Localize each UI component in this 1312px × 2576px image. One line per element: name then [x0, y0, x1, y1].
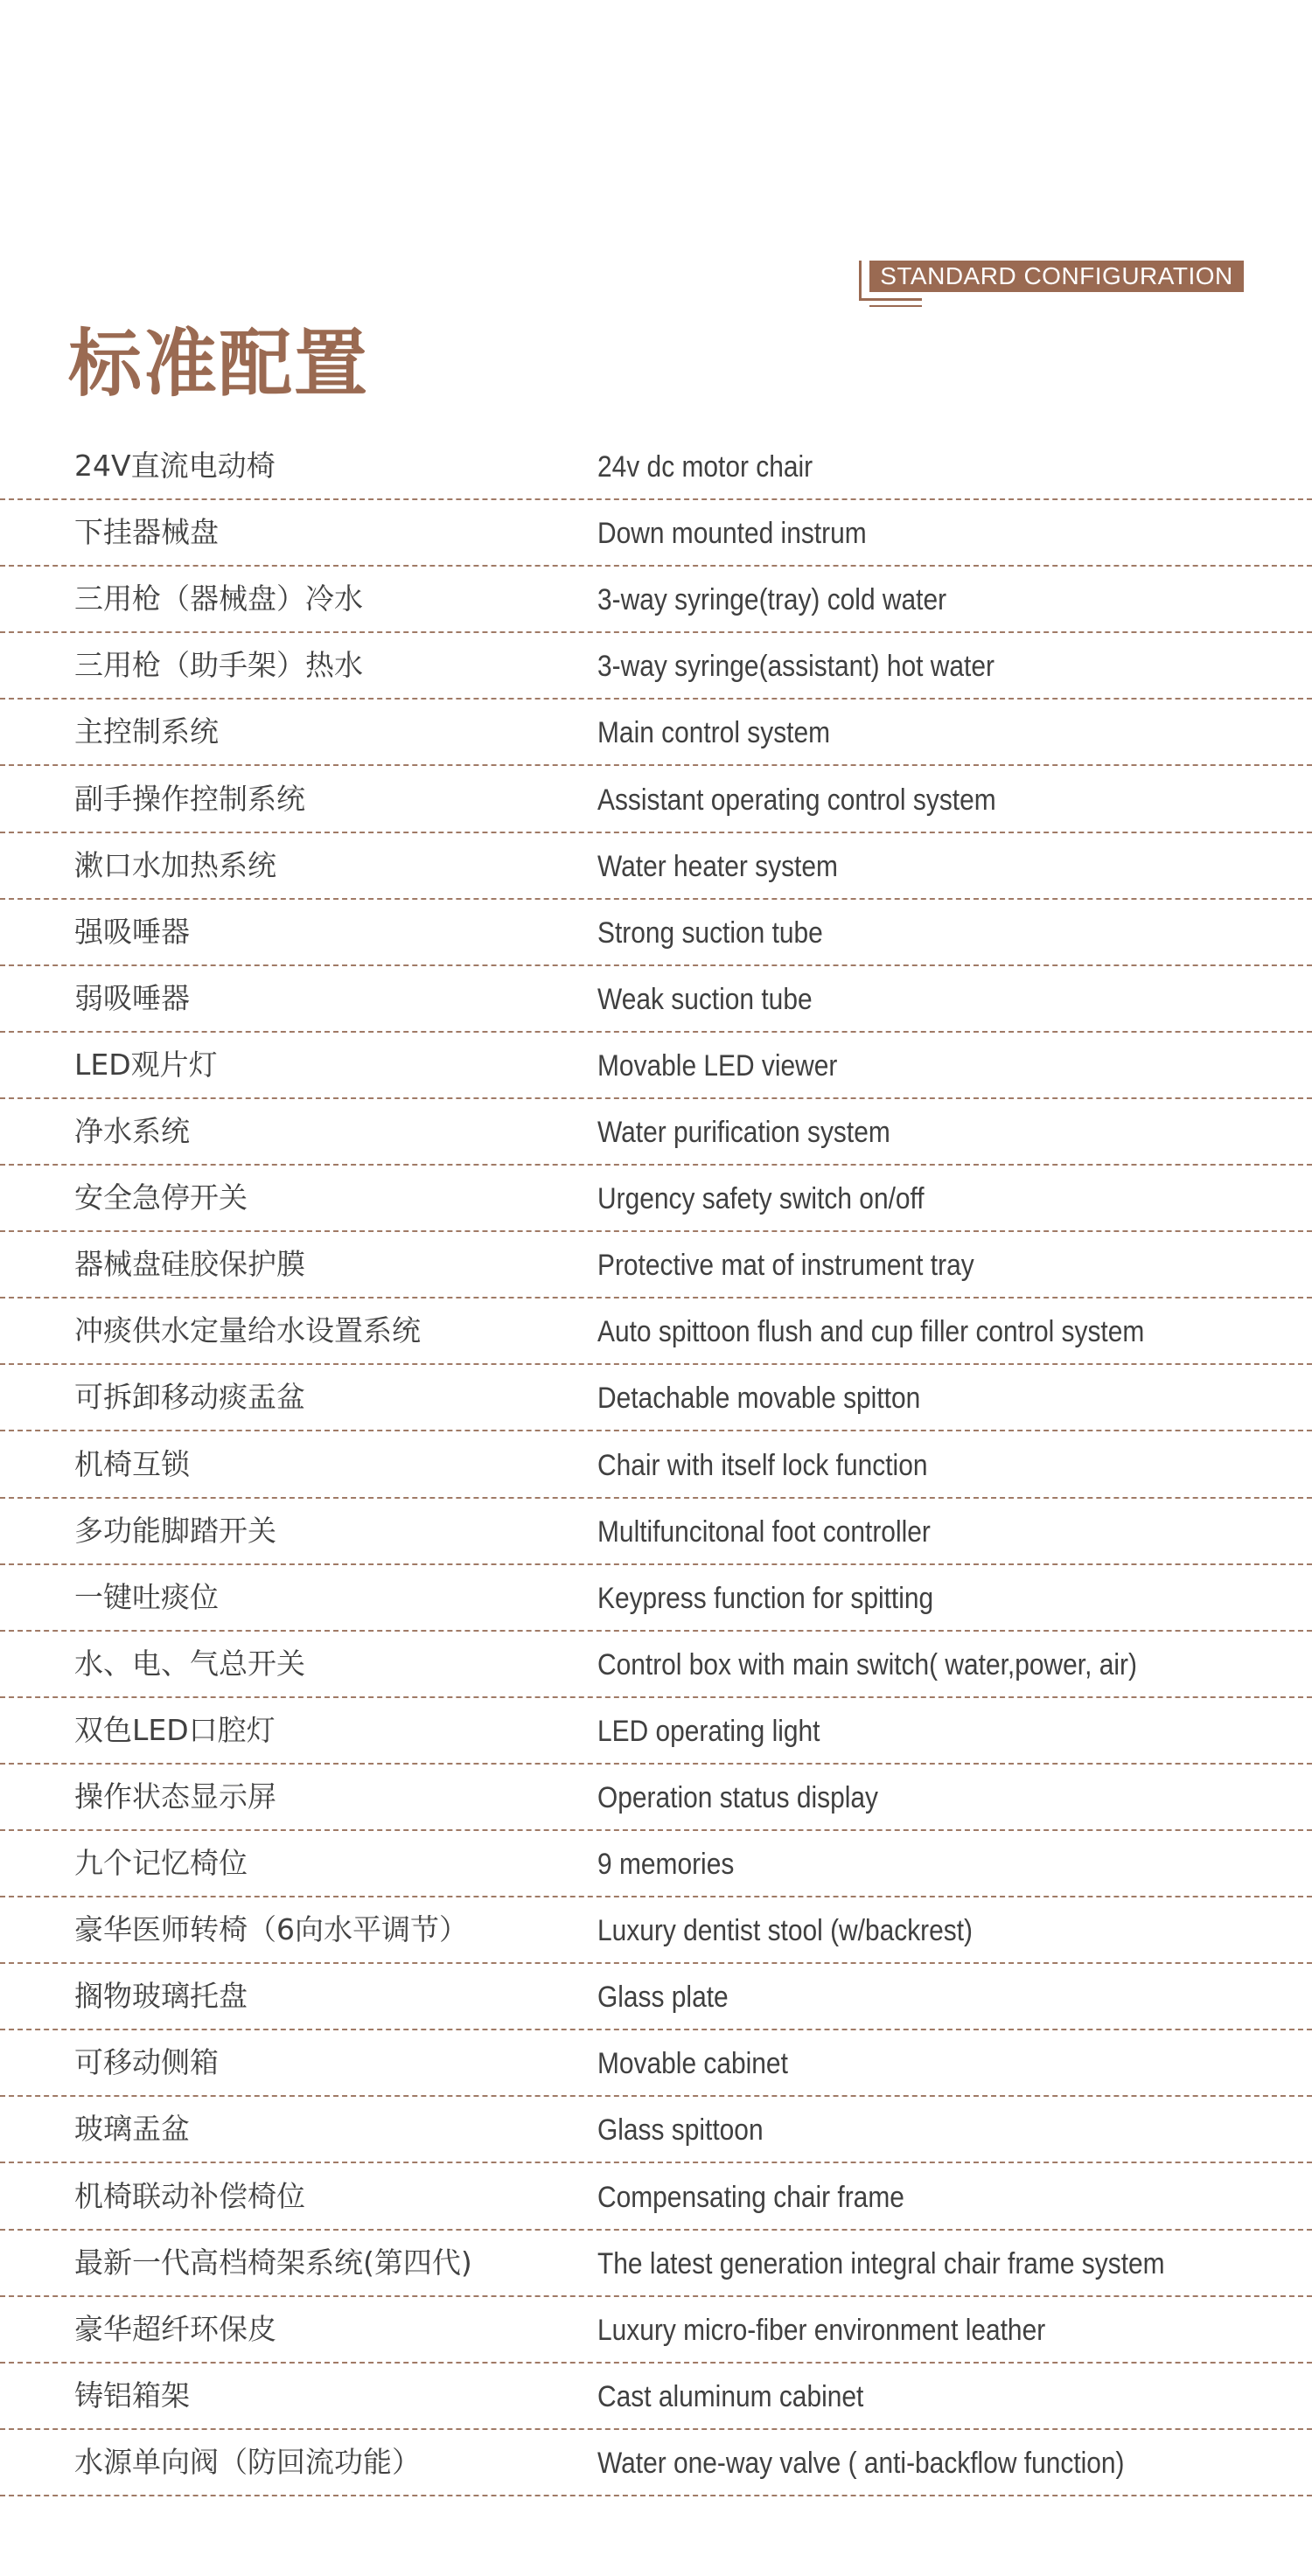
config-item-cn: 弱吸唾器	[74, 980, 190, 1015]
config-item-en: Urgency safety switch on/off	[597, 1182, 925, 1216]
config-item-en: Keypress function for spitting	[597, 1581, 934, 1615]
config-row	[0, 1365, 1312, 1431]
badge-bracket-line	[859, 261, 862, 301]
config-row	[0, 2430, 1312, 2496]
config-row	[0, 2163, 1312, 2230]
config-list	[0, 434, 1312, 2496]
config-row	[0, 1099, 1312, 1166]
config-item-cn: 下挂器械盘	[74, 515, 219, 550]
config-row	[0, 1431, 1312, 1498]
config-item-cn: 可拆卸移动痰盂盆	[74, 1380, 305, 1415]
config-item-en: 9 memories	[597, 1848, 735, 1882]
config-item-cn: 机椅互锁	[74, 1446, 190, 1481]
config-row	[0, 966, 1312, 1033]
config-row	[0, 1897, 1312, 1964]
config-row	[0, 2364, 1312, 2430]
config-item-en: Multifuncitonal foot controller	[597, 1514, 931, 1549]
config-item-en: Luxury dentist stool (w/backrest)	[597, 1914, 974, 1948]
config-row	[0, 766, 1312, 832]
config-item-en: Glass plate	[597, 1981, 729, 2015]
config-row	[0, 434, 1312, 500]
badge-underline-secondary	[869, 305, 922, 307]
config-item-cn: 豪华医师转椅（6向水平调节）	[74, 1912, 468, 1947]
config-item-cn: 搁物玻璃托盘	[74, 1979, 248, 2014]
config-item-cn: 冲痰供水定量给水设置系统	[74, 1313, 421, 1348]
config-item-en: Down mounted instrum	[597, 517, 867, 551]
config-row	[0, 633, 1312, 700]
config-row	[0, 1632, 1312, 1698]
config-item-cn: LED观片灯	[74, 1047, 218, 1082]
config-item-en: Assistant operating control system	[597, 783, 996, 817]
config-item-en: LED operating light	[597, 1714, 820, 1748]
config-item-cn: 器械盘硅胶保护膜	[74, 1247, 305, 1282]
config-item-cn: 漱口水加热系统	[74, 847, 276, 882]
config-item-cn: 可移动侧箱	[74, 2045, 219, 2080]
config-item-en: The latest generation integral chair frame system	[597, 2246, 1165, 2280]
config-row	[0, 567, 1312, 633]
config-item-cn: 强吸唾器	[74, 914, 190, 949]
config-item-en: Weak suction tube	[597, 982, 813, 1016]
config-row	[0, 1698, 1312, 1765]
config-item-cn: 安全急停开关	[74, 1180, 248, 1215]
config-item-cn: 主控制系统	[74, 714, 219, 749]
config-item-en: 3-way syringe(tray) cold water	[597, 583, 947, 617]
config-item-cn: 净水系统	[74, 1114, 190, 1149]
config-row	[0, 1232, 1312, 1298]
config-row	[0, 500, 1312, 567]
config-row	[0, 900, 1312, 966]
config-item-cn: 操作状态显示屏	[74, 1779, 276, 1814]
config-row	[0, 1565, 1312, 1632]
config-item-en: Protective mat of instrument tray	[597, 1249, 974, 1283]
config-item-en: Compensating chair frame	[597, 2180, 904, 2214]
config-item-cn: 双色LED口腔灯	[74, 1712, 276, 1747]
config-item-en: Water one-way valve ( anti-backflow function)	[597, 2446, 1125, 2480]
config-item-cn: 豪华超纤环保皮	[74, 2311, 276, 2346]
config-item-en: Detachable movable spitton	[597, 1382, 921, 1416]
config-item-cn: 24V直流电动椅	[74, 449, 276, 484]
config-row	[0, 1831, 1312, 1897]
config-row	[0, 2097, 1312, 2163]
config-item-cn: 水、电、气总开关	[74, 1646, 305, 1681]
config-item-en: Chair with itself lock function	[597, 1448, 928, 1482]
badge-underline	[859, 298, 922, 301]
config-row	[0, 2030, 1312, 2097]
section-badge	[859, 261, 1244, 310]
config-item-cn: 玻璃盂盆	[74, 2112, 190, 2147]
config-row	[0, 2231, 1312, 2297]
config-item-en: Movable LED viewer	[597, 1048, 838, 1083]
config-item-en: Control box with main switch( water,power, air)	[597, 1647, 1137, 1681]
config-row	[0, 1765, 1312, 1831]
config-item-en: Strong suction tube	[597, 916, 823, 950]
config-row	[0, 1964, 1312, 2030]
config-item-en: Main control system	[597, 716, 831, 750]
config-item-cn: 铸铝箱架	[74, 2378, 190, 2412]
config-item-en: Water heater system	[597, 849, 838, 883]
config-item-cn: 九个记忆椅位	[74, 1846, 248, 1881]
config-item-cn: 水源单向阀（防回流功能）	[74, 2444, 421, 2479]
badge-label: STANDARD CONFIGURATION	[869, 261, 1244, 292]
config-item-cn: 一键吐痰位	[74, 1579, 219, 1614]
config-item-en: Luxury micro-fiber environment leather	[597, 2313, 1046, 2347]
config-row	[0, 1499, 1312, 1565]
config-item-en: Movable cabinet	[597, 2047, 788, 2081]
config-row	[0, 1033, 1312, 1099]
config-row	[0, 700, 1312, 766]
config-item-en: 3-way syringe(assistant) hot water	[597, 650, 994, 684]
config-item-en: Glass spittoon	[597, 2113, 764, 2148]
config-item-en: 24v dc motor chair	[597, 450, 813, 484]
config-item-en: Cast aluminum cabinet	[597, 2379, 864, 2413]
config-item-en: Auto spittoon flush and cup filler control system	[597, 1315, 1145, 1349]
config-item-en: Operation status display	[597, 1780, 878, 1814]
config-item-cn: 三用枪（助手架）热水	[74, 648, 363, 683]
config-row	[0, 833, 1312, 900]
page-title: 标准配置	[68, 321, 370, 407]
config-row	[0, 2297, 1312, 2364]
config-item-en: Water purification system	[597, 1116, 890, 1150]
config-item-cn: 机椅联动补偿椅位	[74, 2178, 305, 2213]
config-item-cn: 最新一代高档椅架系统(第四代)	[74, 2245, 472, 2280]
config-item-cn: 多功能脚踏开关	[74, 1513, 276, 1548]
config-row	[0, 1298, 1312, 1365]
config-item-cn: 副手操作控制系统	[74, 781, 305, 816]
config-row	[0, 1166, 1312, 1232]
config-item-cn: 三用枪（器械盘）冷水	[74, 581, 363, 616]
